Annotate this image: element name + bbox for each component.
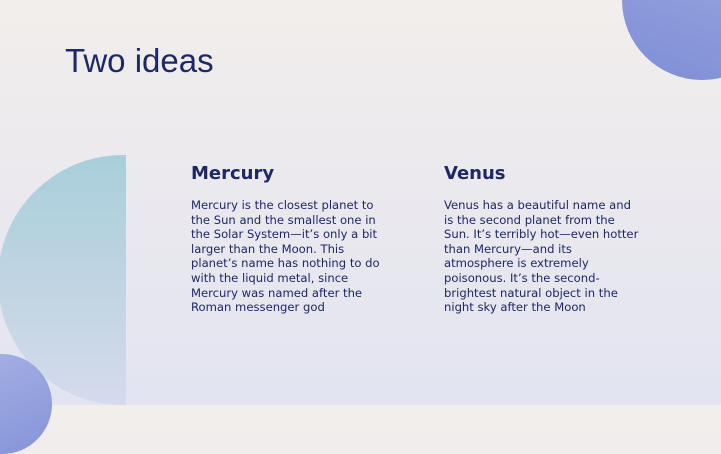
- body-line: the Sun and the smallest one in: [191, 212, 376, 227]
- body-line: is the second planet from the: [444, 212, 615, 227]
- body-line: Sun. It’s terribly hot—even hotter: [444, 227, 639, 242]
- column-venus: [444, 162, 639, 315]
- column-heading: Venus: [444, 163, 506, 184]
- column-mercury: [191, 162, 380, 315]
- body-line: with the liquid metal, since: [191, 270, 349, 285]
- body-line: Roman messenger god: [191, 300, 325, 315]
- slide-title: Two ideas: [65, 42, 214, 79]
- body-line: brightest natural object in the: [444, 285, 618, 300]
- column-body: [444, 198, 639, 315]
- column-heading: Mercury: [191, 163, 275, 184]
- body-line: Venus has a beautiful name and: [444, 198, 631, 212]
- body-line: night sky after the Moon: [444, 300, 586, 315]
- column-body: [191, 198, 380, 315]
- body-line: atmosphere is extremely: [444, 256, 589, 271]
- body-line: than Mercury—and its: [444, 241, 572, 256]
- body-line: planet’s name has nothing to do: [191, 256, 380, 271]
- decorative-circle-top-right: [622, 0, 721, 80]
- body-line: the Solar System—it’s only a bit: [191, 227, 378, 242]
- body-line: poisonous. It’s the second-: [444, 270, 600, 285]
- body-line: larger than the Moon. This: [191, 241, 345, 256]
- body-line: Mercury is the closest planet to: [191, 198, 374, 212]
- body-line: Mercury was named after the: [191, 285, 363, 300]
